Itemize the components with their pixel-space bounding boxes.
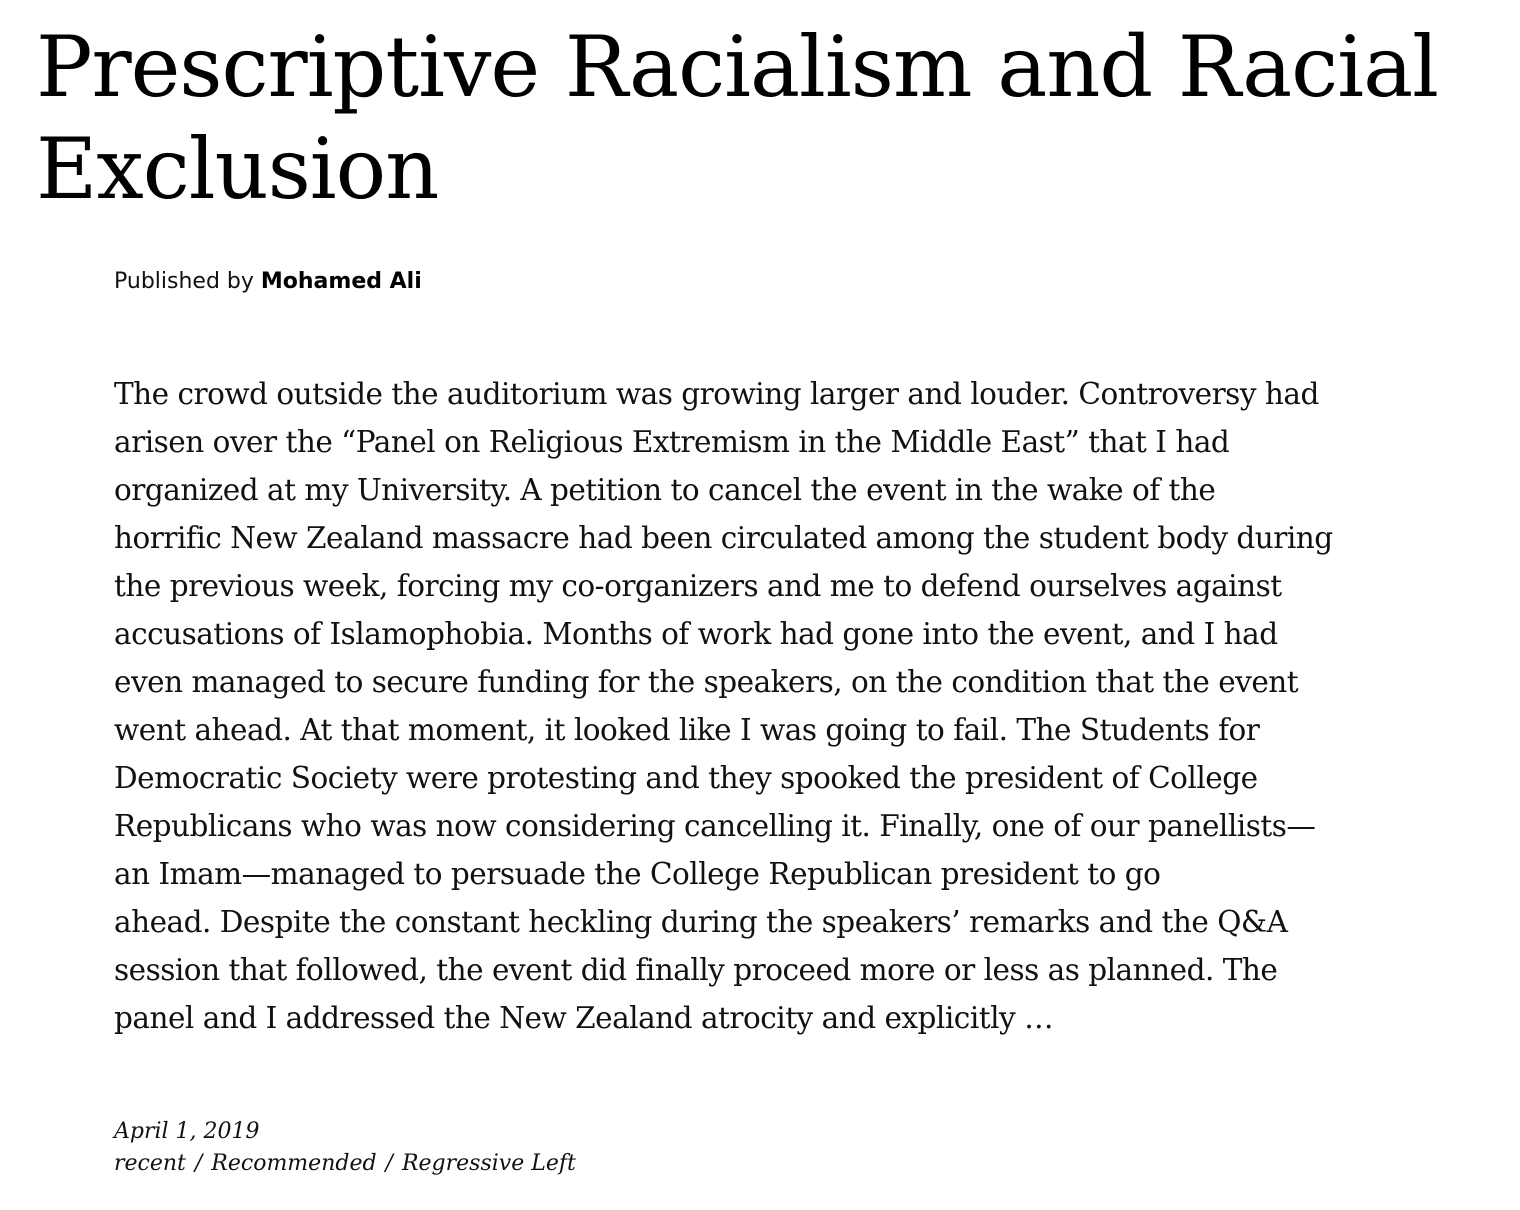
- byline-prefix: Published by: [114, 269, 261, 294]
- excerpt-line: horrific New Zealand massacre had been circulated among the student body during: [114, 521, 1333, 555]
- excerpt-line: Democratic Society were protesting and they spooked the president of College: [114, 761, 1258, 795]
- category-link-recommended[interactable]: Recommended: [211, 1151, 377, 1176]
- category-separator: /: [187, 1151, 210, 1176]
- excerpt-line: the previous week, forcing my co-organizers and me to defend ourselves against: [114, 569, 1282, 603]
- category-link-recent[interactable]: recent: [114, 1151, 186, 1176]
- excerpt-line: arisen over the “Panel on Religious Extremism in the Middle East” that I had: [114, 425, 1230, 459]
- author-link[interactable]: Mohamed Ali: [260, 269, 422, 294]
- post-meta: [114, 1116, 576, 1180]
- excerpt-line: panel and I addressed the New Zealand atrocity and explicitly …: [114, 1001, 1054, 1035]
- excerpt-line: even managed to secure funding for the speakers, on the condition that the event: [114, 665, 1299, 699]
- byline: [114, 266, 422, 298]
- excerpt-line: The crowd outside the auditorium was growing larger and louder. Controversy had: [114, 377, 1319, 411]
- excerpt-line: Republicans who was now considering cancelling it. Finally, one of our panellists—: [114, 809, 1316, 843]
- excerpt-line: organized at my University. A petition to cancel the event in the wake of the: [114, 473, 1216, 507]
- category-link-regressive-left[interactable]: Regressive Left: [401, 1151, 576, 1176]
- excerpt-line: went ahead. At that moment, it looked like I was going to fail. The Students for: [114, 713, 1260, 747]
- excerpt-line: ahead. Despite the constant heckling during the speakers’ remarks and the Q&A: [114, 905, 1288, 939]
- excerpt-line: accusations of Islamophobia. Months of work had gone into the event, and I had: [114, 617, 1278, 651]
- post-categories: [114, 1148, 576, 1180]
- post-date-link[interactable]: April 1, 2019: [114, 1119, 260, 1144]
- post-title: Prescriptive Racialism and Racial Exclusion: [36, 18, 1439, 218]
- post-excerpt: [114, 370, 1404, 1042]
- category-separator: /: [378, 1151, 400, 1176]
- excerpt-line: session that followed, the event did finally proceed more or less as planned. The: [114, 953, 1278, 987]
- excerpt-line: an Imam—managed to persuade the College Republican president to go: [114, 857, 1161, 891]
